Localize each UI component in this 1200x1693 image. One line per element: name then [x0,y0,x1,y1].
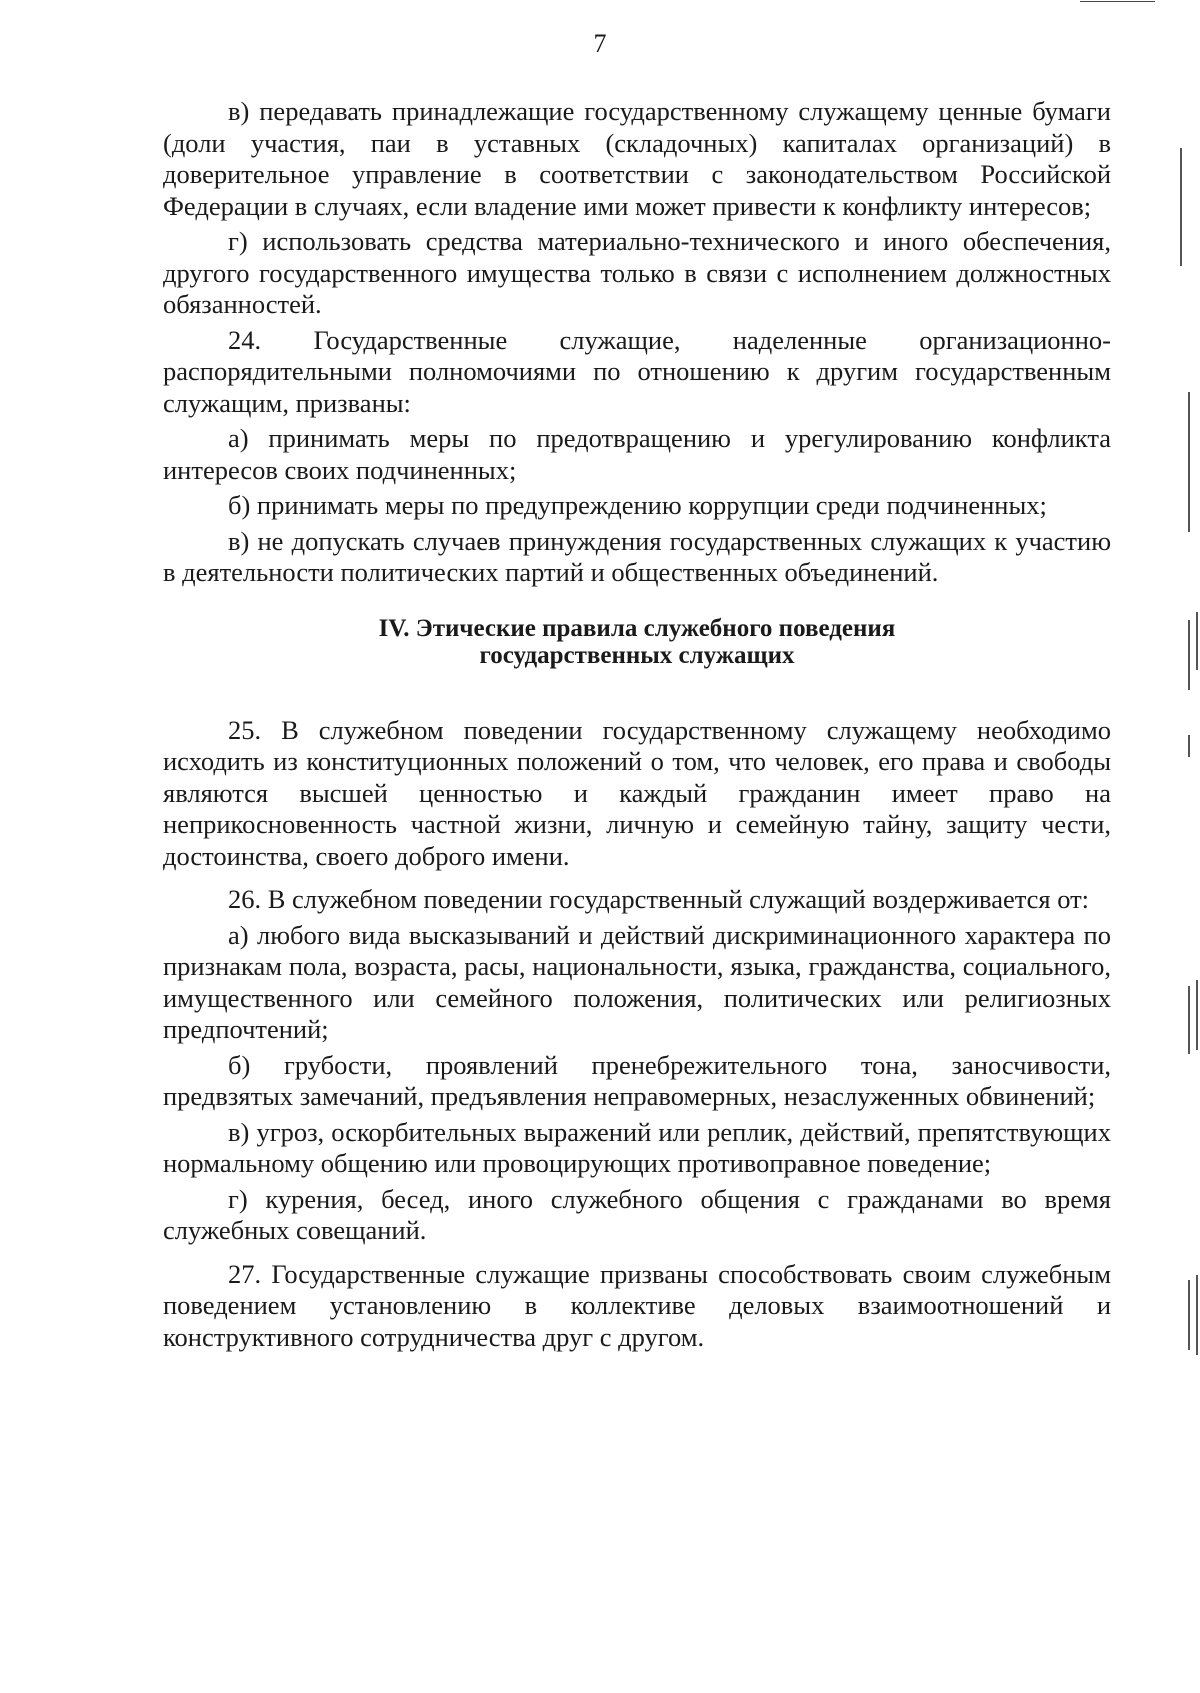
section-heading-line-2: государственных служащих [479,641,795,669]
section-heading [163,615,1111,669]
scan-mark [1188,620,1190,690]
scan-mark [1188,735,1190,757]
scan-mark [1188,1280,1190,1350]
paragraph-26: 26. В служебном поведении государственный служащий воздерживается от: [228,884,1090,914]
scan-mark [1196,980,1198,1050]
paragraph-23g: г) использовать средства материально-технического и иного обеспечения, другого государственного имущества только в связи с исполнением должностных обязанностей. [163,226,1111,319]
page-number: 7 [593,29,607,58]
document-body [163,96,1111,1353]
paragraph-24v: в) не допускать случаев принуждения государственных служащих к участию в деятельности политических партий и общественных объединений. [163,525,1111,587]
top-edge-rule [1080,1,1155,2]
paragraph-27: 27. Государственные служащие призваны способствовать своим служебным поведением установлению в коллективе деловых взаимоотношений и конструктивного сотрудничества друг с другом. [163,1258,1111,1352]
scan-mark [1188,392,1190,532]
scan-mark [1196,612,1198,670]
paragraph-25: 25. В служебном поведении государственному служащему необходимо исходить из конституционных положений о том, что человек, его права и свободы являются высшей ценностью и каждый гражданин имеет право на неприкосновенность частной жизни, личную и семейную тайну, защиту чести, достоинства, своего доброго имени. [163,714,1111,871]
section-heading-line-1: IV. Этические правила служебного поведения [378,614,896,642]
paragraph-24b: б) принимать меры по предупреждению коррупции среди подчиненных; [228,490,1047,520]
paragraph-26b: б) грубости, проявлений пренебрежительного тона, заносчивости, предвзятых замечаний, предъявления неправомерных, незаслуженных обвинений; [163,1049,1111,1111]
scan-mark [1188,986,1190,1054]
paragraph-24: 24. Государственные служащие, наделенные организационно-распорядительными полномочиями по отношению к другим государственным служащим, призваны: [163,324,1111,418]
paragraph-23v: в) передавать принадлежащие государственному служащему ценные бумаги (доли участия, паи в уставных (складочных) капиталах организаций) в доверительное управление в соответствии с законодательством Российской Федерации в случаях, если владение ими может привести к конфликту интересов; [163,96,1111,221]
scan-mark [1180,148,1182,266]
paragraph-26v: в) угроз, оскорбительных выражений или реплик, действий, препятствующих нормальному общению или провоцирующих противоправное поведение; [163,1116,1111,1178]
paragraph-24a: а) принимать меры по предотвращению и урегулированию конфликта интересов своих подчиненных; [163,423,1111,485]
paragraph-26a: а) любого вида высказываний и действий дискриминационного характера по признакам пола, возраста, расы, национальности, языка, гражданства, социального, имущественного или семейного положения, политических или религиозных предпочтений; [163,919,1111,1044]
scan-mark [1196,1275,1198,1355]
paragraph-26g: г) курения, бесед, иного служебного общения с гражданами во время служебных совещаний. [163,1183,1111,1245]
